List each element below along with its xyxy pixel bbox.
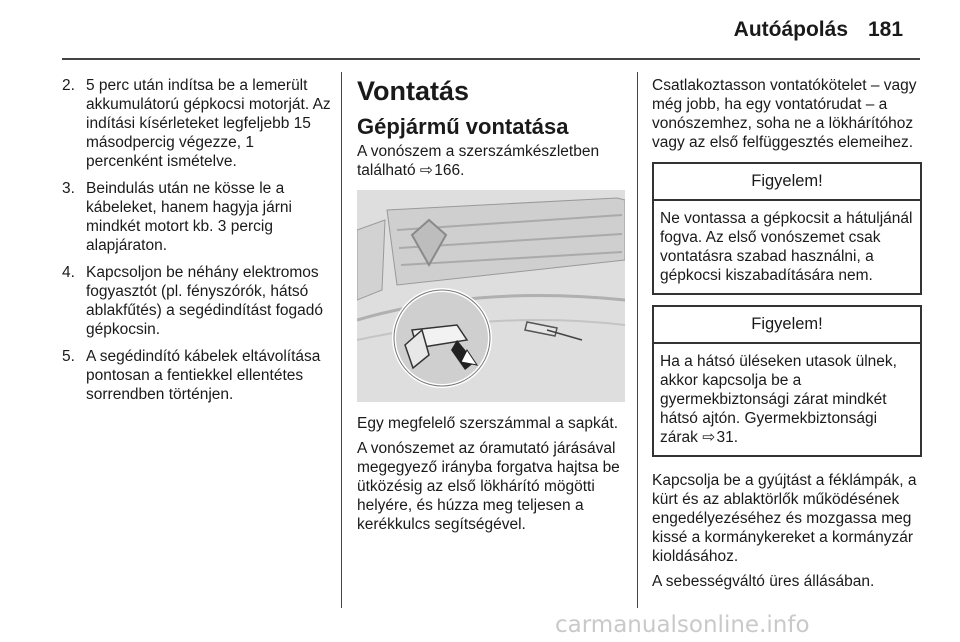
tow-eye-illustration bbox=[357, 190, 625, 402]
warning-box bbox=[652, 305, 922, 457]
column-middle bbox=[357, 76, 625, 540]
page-ref: 31. bbox=[716, 429, 739, 446]
warning-title: Figyelem! bbox=[654, 307, 920, 344]
intro-text: A vonószem a szerszámkészletben található bbox=[357, 143, 600, 179]
page-ref-icon: ⇨ bbox=[419, 162, 433, 179]
body-paragraph: A vonószemet az óramutató járásával megegyező irányba forgatva hajtsa be ütközésig az első lökhárító mögötti helyére, és húzza meg teljesen a kerékkulcs segítségével. bbox=[357, 440, 620, 533]
page-ref: 166. bbox=[434, 162, 465, 179]
list-text: Beindulás után ne kösse le a kábeleket, hanem hagyja járni mindkét motort kb. 3 percig alapjáraton. bbox=[86, 180, 292, 254]
warning-title: Figyelem! bbox=[654, 164, 920, 201]
list-item bbox=[62, 263, 332, 339]
list-number: 5. bbox=[62, 348, 75, 365]
warning-text: Ha a hátsó üléseken utasok ülnek, akkor kapcsolja be a gyermekbiztonsági zárat mindkét hátsó ajtón. Gyermekbiztonsági zárak bbox=[660, 353, 897, 446]
list-text: Kapcsoljon be néhány elektromos fogyasztót (pl. fényszórók, hátsó ablakfűtés) a segédindítást fogadó gépkocsin. bbox=[86, 264, 323, 338]
subsection-title: Gépjármű vontatása bbox=[357, 114, 569, 139]
column-left bbox=[62, 76, 332, 412]
intro-paragraph bbox=[357, 142, 625, 180]
gear-paragraph: A sebességváltó üres állásában. bbox=[652, 573, 875, 590]
list-item bbox=[62, 76, 332, 171]
page-ref-icon: ⇨ bbox=[702, 429, 716, 446]
section-title: Vontatás bbox=[357, 76, 470, 106]
header-rule bbox=[62, 58, 920, 60]
watermark: carmanualsonline.info bbox=[555, 612, 810, 638]
warning-body: Ne vontassa a gépkocsit a hátuljánál fogva. Az első vonószemet csak vontatásra szabad használni, a gépkocsi kiszabadítására nem. bbox=[660, 210, 913, 284]
list-number: 2. bbox=[62, 77, 75, 94]
warning-body bbox=[654, 344, 920, 455]
column-divider-2 bbox=[637, 72, 638, 608]
list-text: 5 perc után indítsa be a lemerült akkumulátorú gépkocsi motorját. Az indítási kísérleteket legfeljebb 15 másodpercig végezze, 1 percenként ismételve. bbox=[86, 77, 331, 170]
ignition-paragraph: Kapcsolja be a gyújtást a féklámpák, a kürt és az ablaktörlők működésének engedélyezéséhez és mozgassa meg kissé a kormánykereket a kormányzár kioldásához. bbox=[652, 472, 917, 565]
list-number: 4. bbox=[62, 264, 75, 281]
list-item bbox=[62, 347, 332, 404]
column-right bbox=[652, 76, 922, 597]
towing-rope-paragraph: Csatlakoztasson vontatókötelet – vagy még jobb, ha egy vontatórudat – a vonószemhez, soha ne a lökhárítóhoz vagy az első felfüggesztés elemeihez. bbox=[652, 77, 917, 151]
list-number: 3. bbox=[62, 180, 75, 197]
page-number: 181 bbox=[868, 18, 904, 41]
caption: Egy megfelelő szerszámmal a sapkát. bbox=[357, 415, 619, 432]
list-text: A segédindító kábelek eltávolítása pontosan a fentiekkel ellentétes sorrendben történjen. bbox=[86, 348, 321, 403]
warning-box bbox=[652, 162, 922, 295]
column-divider-1 bbox=[341, 72, 342, 608]
list-item bbox=[62, 179, 332, 255]
header-title: Autóápolás bbox=[733, 18, 848, 41]
